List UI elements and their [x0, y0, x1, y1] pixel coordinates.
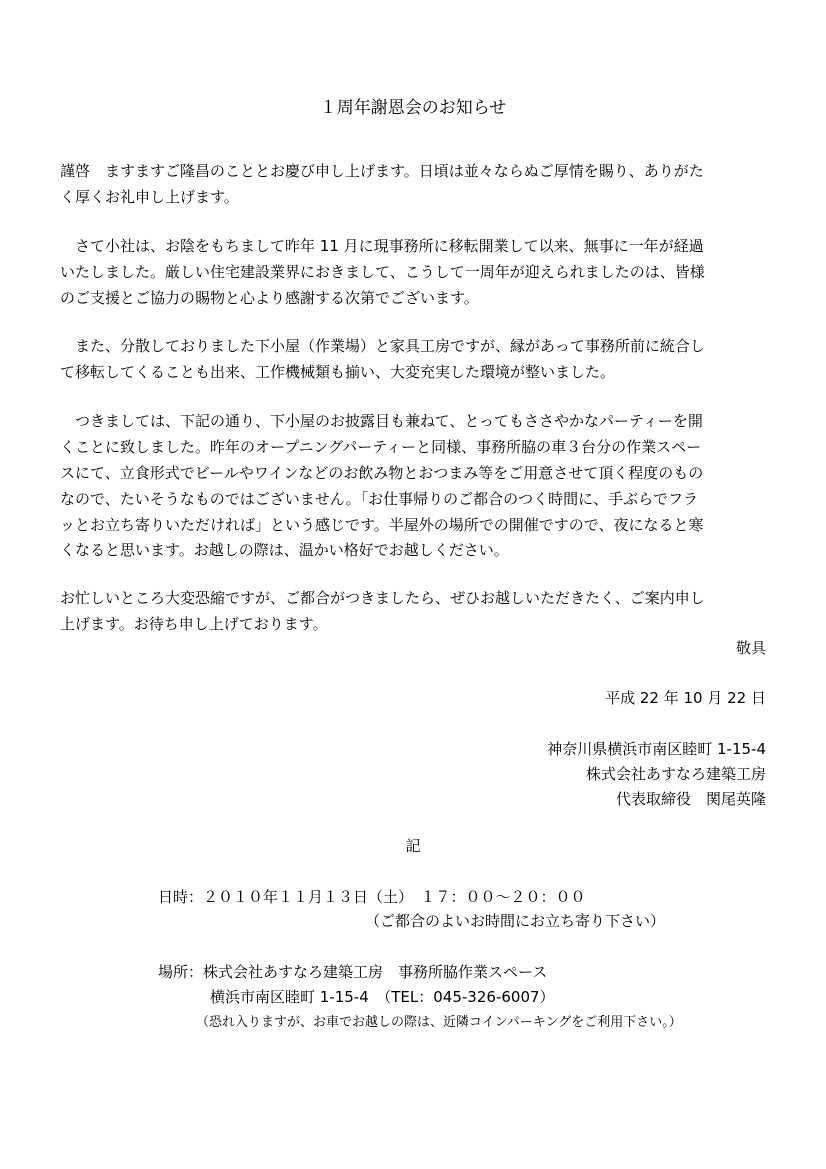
event-datetime: 日時：２０１０年１１月１３日（土） １７：００～２０：００: [158, 888, 586, 906]
para1-line1: 謹啓 ますますご隆昌のこととお慶び申し上げます。日頃は並々ならぬご厚情を賜り、ありがた: [60, 162, 704, 180]
parking-note: （恐れ入りますが、お車でお越しの際は、近隣コインパーキングをご利用下さい。）: [196, 1015, 682, 1030]
para4-line1: つきましては、下記の通り、下小屋のお披露目も兼ねて、とってもささやかなパーティーを開: [60, 412, 703, 430]
para2-line3: のご支援とご協力の賜物と心より感謝する次第でございます。: [60, 289, 479, 307]
sender-representative: 代表取締役 関尾英隆: [615, 790, 766, 808]
para3-line1: また、分散しておりました下小屋（作業場）と家具工房ですが、縁があって事務所前に統合し: [60, 337, 705, 355]
sender-address: 神奈川県横浜市南区睦町 1-15-4: [547, 740, 766, 758]
para2-line2: いたしました。厳しい住宅建設業界におきまして、こうして一周年が迎えられましたのは、皆様: [60, 263, 705, 281]
event-place-address: 横浜市南区睦町 1-15-4 （TEL：045-326-6007）: [210, 988, 555, 1006]
para2-line1: さて小社は、お陰をもちまして昨年 11 月に現事務所に移転開業して以来、無事に一年が経過: [60, 237, 704, 255]
para1-line2: く厚くお礼申し上げます。: [60, 188, 239, 206]
para5-line2: 上げます。お待ち申し上げております。: [60, 615, 328, 633]
sender-company: 株式会社あすなろ建築工房: [585, 765, 766, 783]
para4-line6: くなると思います。お越しの際は、温かい格好でお越しください。: [60, 541, 509, 559]
para4-line5: ッとお立ち寄りいただければ」という感じです。半屋外の場所での開催ですので、夜になると寒: [60, 516, 704, 534]
document-title: １周年謝恩会のお知らせ: [319, 98, 507, 118]
event-datetime-note: （ご都合のよいお時間にお立ち寄り下さい）: [365, 912, 666, 930]
ki-mark: 記: [405, 837, 421, 855]
event-place: 場所：株式会社あすなろ建築工房 事務所脇作業スペース: [158, 963, 548, 981]
para4-line3: スにて、立食形式でビールやワインなどのお飲み物とおつまみ等をご用意させて頂く程度のもの: [60, 464, 704, 482]
para3-line2: て移転してくることも出来、工作機械類も揃い、大変充実した環境が整いました。: [60, 363, 616, 381]
para4-line4: なので、たいそうなものではございません。「お仕事帰りのご都合のつく時間に、手ぶらでフラ: [60, 490, 698, 508]
closing-word: 敬具: [735, 639, 766, 657]
document-date: 平成 22 年 10 月 22 日: [605, 689, 766, 707]
para5-line1: お忙しいところ大変恐縮ですが、ご都合がつきましたら、ぜひお越しいただきたく、ご案内申し: [60, 589, 705, 607]
para4-line2: くことに致しました。昨年のオープニングパーティーと同様、事務所脇の車３台分の作業スペー: [60, 438, 702, 456]
